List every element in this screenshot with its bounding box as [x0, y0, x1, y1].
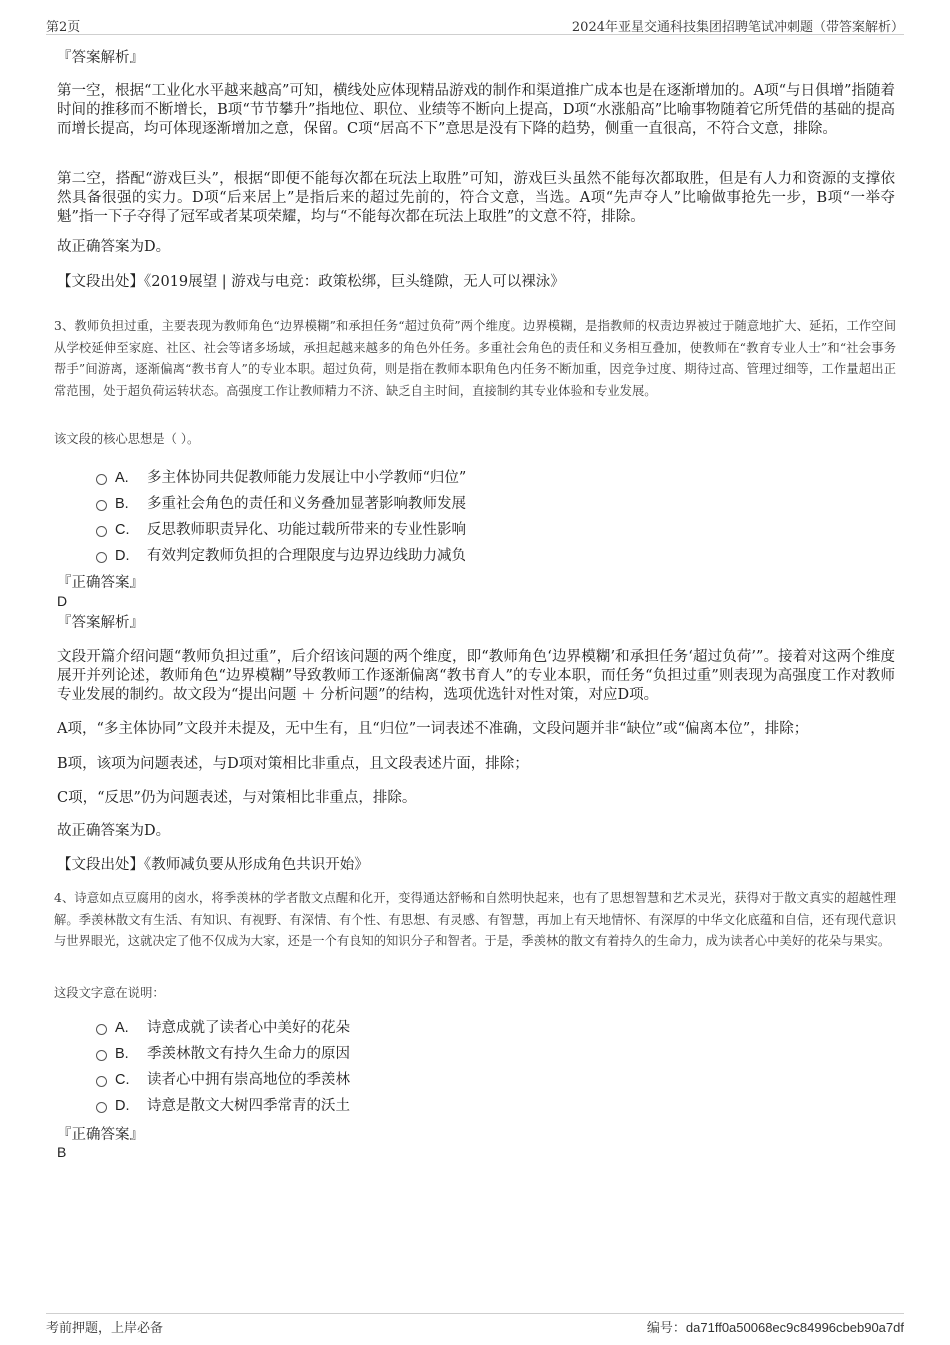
- q3-conclusion: 故正确答案为D。: [57, 823, 171, 839]
- q3-source-title: 《教师减负要从形成角色共识开始》: [144, 857, 369, 873]
- radio-icon[interactable]: [96, 526, 107, 537]
- q2-source-label: 【文段出处】: [57, 274, 144, 290]
- q3-question: 该文段的核心思想是（ ）。: [54, 432, 200, 446]
- q3-answer: D: [57, 593, 68, 609]
- q2-analysis-para1: 第一空，根据“工业化水平越来越高”可知，横线处应体现精品游戏的制作和渠道推广成本也是在逐渐增加的。A项“与日俱增”指随着时间的推移而不断增长，B项“节节攀升”指地位、职位、业绩等不断向上提高，D项“水涨船高”比喻事物随着它所凭借的基础的提高而增长提高，均可体现逐渐增加之意，保留。C项“居高不下”意思是没有下降的趋势，侧重一直很高，不符合文意，排除。: [57, 83, 895, 137]
- radio-icon[interactable]: [96, 1102, 107, 1113]
- q3-option-a[interactable]: A. 多主体协同共促教师能力发展让中小学教师“归位”: [96, 468, 466, 488]
- q3-option-b[interactable]: B. 多重社会角色的责任和义务叠加显著影响教师发展: [96, 494, 466, 514]
- q2-conclusion: 故正确答案为D。: [57, 239, 171, 255]
- radio-icon[interactable]: [96, 500, 107, 511]
- document-title: 2024年亚星交通科技集团招聘笔试冲刺题（带答案解析）: [571, 20, 904, 35]
- q3-analysis-para1: 文段开篇介绍问题“教师负担过重”，后介绍该问题的两个维度，即“教师角色‘边界模糊’和承担任务‘超过负荷’”。接着对这两个维度展开并列论述，教师角色“边界模糊”导致教师工作逐渐偏离“教书育人”的专业本职，而任务“负担过重”则表现为高强度工作对教师专业发展的制约。故文段为“提出问题 ＋ 分析问题”的结构，选项优选针对性对策，对应D项。: [57, 649, 895, 703]
- q4-option-b[interactable]: B. 季羡林散文有持久生命力的原因: [96, 1044, 350, 1064]
- q3-note-a: A项，“多主体协同”文段并未提及，无中生有，且“归位”一词表述不准确，文段问题并非“缺位”或“偏离本位”，排除；: [57, 721, 809, 737]
- q3-option-c[interactable]: C. 反思教师职责异化、功能过载所带来的专业性影响: [96, 520, 466, 540]
- q4-answer-label: 『正确答案』: [57, 1127, 144, 1143]
- q3-note-b: B项，该项为问题表述，与D项对策相比非重点，且文段表述片面，排除；: [57, 756, 529, 772]
- radio-icon[interactable]: [96, 1050, 107, 1061]
- q3-note-c: C项，“反思”仍为问题表述，与对策相比非重点，排除。: [57, 790, 417, 806]
- q4-answer: B: [57, 1144, 67, 1160]
- radio-icon[interactable]: [96, 1024, 107, 1035]
- q2-analysis-para2: 第二空，搭配“游戏巨头”，根据“即便不能每次都在玩法上取胜”可知，游戏巨头虽然不能每次都取胜，但是有人力和资源的支撑依然具备很强的实力。D项“后来居上”是指后来的超过先前的，符合文意，当选。A项“先声夺人”比喻做事抢先一步，B项“一举夺魁”指一下子夺得了冠军或者某项荣耀，均与“不能每次都在玩法上取胜”的文意不符，排除。: [57, 171, 895, 225]
- document-code: [647, 1317, 904, 1336]
- radio-icon[interactable]: [96, 1076, 107, 1087]
- q2-source: [57, 273, 565, 292]
- q2-analysis-label: 『答案解析』: [57, 50, 144, 66]
- q3-source-label: 【文段出处】: [57, 857, 144, 873]
- q2-source-title: 《2019展望 | 游戏与电竞：政策松绑，巨头缝隙，无人可以裸泳》: [144, 274, 565, 290]
- q4-question: 这段文字意在说明：: [54, 986, 165, 1000]
- document-code-value: da71ff0a50068ec9c84996cbeb90a7df: [685, 1320, 904, 1335]
- q3-source: [57, 856, 369, 875]
- document-code-label: 编号：: [646, 1321, 686, 1336]
- q4-passage: 4、诗意如点豆腐用的卤水，将季羡林的学者散文点醒和化开，变得通达舒畅和自然明快起来，也有了思想智慧和艺术灵光，获得对于散文真实的超越性理解。季羡林散文有生活、有知识、有视野、有深情、有个性、有思想、有灵感、有智慧，再加上有天地情怀、有深厚的中华文化底蕴和自信，还有现代意识与世界眼光，这就决定了他不仅成为大家，还是一个有良知的知识分子和智者。于是，季羡林的散文有着持久的生命力，成为读者心中美好的花朵与果实。: [54, 891, 896, 948]
- q4-option-c[interactable]: C. 读者心中拥有崇高地位的季羡林: [96, 1070, 350, 1090]
- footer-slogan: 考前押题，上岸必备: [46, 1321, 164, 1336]
- q3-answer-label: 『正确答案』: [57, 575, 144, 591]
- q3-passage: 3、教师负担过重，主要表现为教师角色“边界模糊”和承担任务“超过负荷”两个维度。边界模糊，是指教师的权责边界被过于随意地扩大、延拓，工作空间从学校延伸至家庭、社区、社会等诸多场域，承担起越来越多的角色外任务。多重社会角色的责任和义务相互叠加，使教师在“教育专业人士”和“社会事务帮手”间游离，逐渐偏离“教书育人”的专业本职。超过负荷，则是指在教师本职角色内任务不断加重，因竞争过度、期待过高、管理过细等，工作量超出正常范围，处于超负荷运转状态。高强度工作让教师精力不济、缺乏自主时间，直接制约其专业体验和专业发展。: [54, 319, 896, 398]
- radio-icon[interactable]: [96, 474, 107, 485]
- q4-option-a[interactable]: A. 诗意成就了读者心中美好的花朵: [96, 1018, 350, 1038]
- q3-analysis-label: 『答案解析』: [57, 615, 144, 631]
- q4-option-d[interactable]: D. 诗意是散文大树四季常青的沃土: [96, 1096, 350, 1116]
- q3-option-d[interactable]: D. 有效判定教师负担的合理限度与边界边线助力减负: [96, 546, 466, 566]
- radio-icon[interactable]: [96, 552, 107, 563]
- page-footer: [46, 1313, 904, 1336]
- page-header: [46, 14, 904, 35]
- page-number: 第2页: [46, 20, 81, 35]
